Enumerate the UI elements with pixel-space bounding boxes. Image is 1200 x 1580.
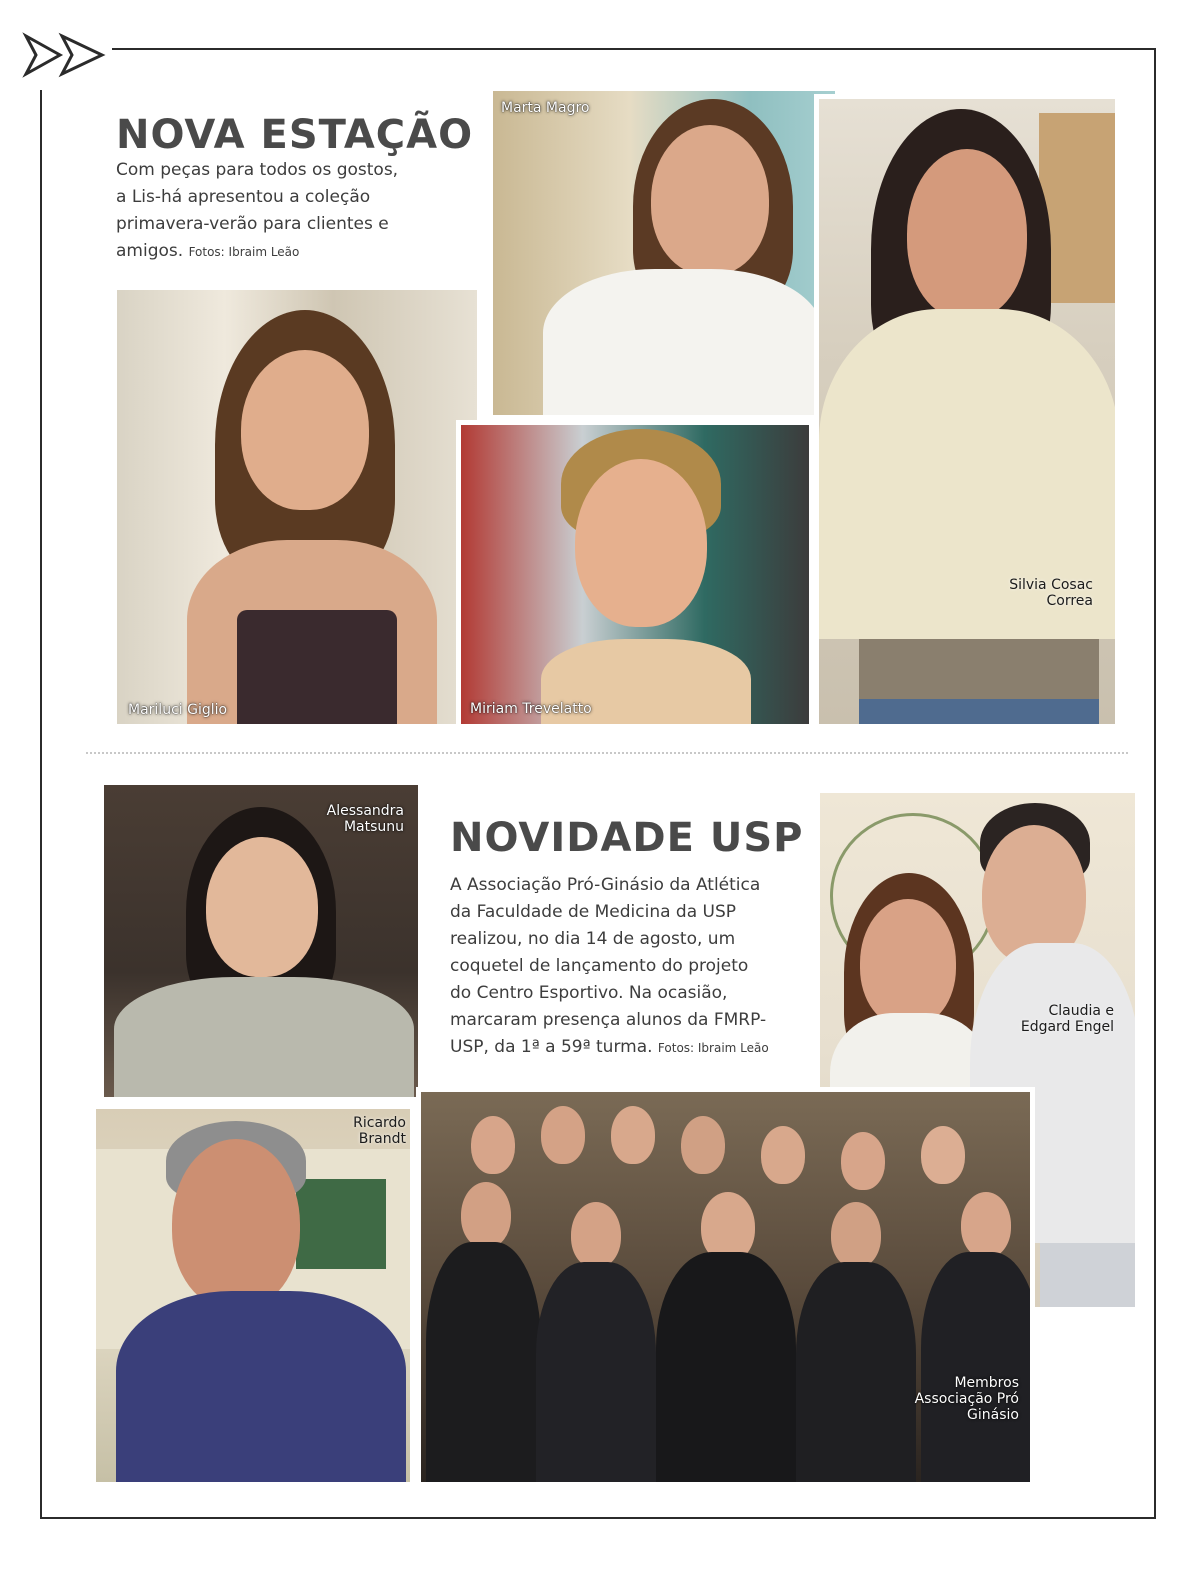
section2-text-line: marcaram presença alunos da FMRP- <box>450 1010 767 1030</box>
photo-caption-line: Correa <box>1046 593 1093 609</box>
photo-credit: Fotos: Ibraim Leão <box>657 1041 769 1055</box>
photo-silvia-cosac-correa <box>814 94 1120 729</box>
section1-title: NOVA ESTAÇÃO <box>116 112 474 158</box>
photo-credit: Fotos: Ibraim Leão <box>188 245 300 259</box>
section2-text-line: do Centro Esportivo. Na ocasião, <box>450 983 728 1003</box>
photo-caption-line: Matsunu <box>343 819 404 835</box>
photo-caption <box>1003 577 1093 609</box>
photo-caption-line: Alessandra <box>326 803 404 819</box>
photo-caption <box>1008 1003 1114 1035</box>
photo-caption-line: Silvia Cosac <box>1009 577 1093 593</box>
photo-ricardo-brandt <box>91 1104 415 1487</box>
frame-bottom-border <box>40 1517 1156 1519</box>
frame-top-border <box>112 48 1156 50</box>
photo-alessandra-matsunu <box>99 780 423 1102</box>
section-divider <box>86 752 1128 754</box>
section1-text-line: primavera-verão para clientes e <box>116 214 389 234</box>
photo-caption <box>316 1115 406 1147</box>
frame-left-border <box>40 90 42 1518</box>
person-figure <box>157 310 457 729</box>
section2-text-line: da Faculdade de Medicina da USP <box>450 902 737 922</box>
photo-marta-magro <box>488 86 840 420</box>
section2-text <box>450 872 790 1062</box>
photo-caption: Mariluci Giglio <box>128 702 228 718</box>
photo-miriam-trevelatto <box>456 420 814 729</box>
section2-text-line: A Associação Pró-Ginásio da Atlética <box>450 875 761 895</box>
photo-caption: Miriam Trevelatto <box>470 701 592 717</box>
photo-caption <box>899 1375 1019 1423</box>
photo-caption-line: Membros <box>954 1375 1019 1391</box>
double-chevron-right-icon <box>22 30 108 80</box>
photo-caption-line: Brandt <box>358 1131 406 1147</box>
section1-text-line: Com peças para todos os gostos, <box>116 160 399 180</box>
photo-caption-line: Ginásio <box>967 1407 1019 1423</box>
photo-caption <box>304 803 404 835</box>
person-figure <box>114 807 414 1102</box>
section2-text-line: coquetel de lançamento do projeto <box>450 956 749 976</box>
photo-caption: Marta Magro <box>501 100 590 116</box>
person-figure <box>819 99 1119 729</box>
section2-text-line: USP, da 1ª a 59ª turma. <box>450 1037 653 1057</box>
person-figure <box>531 429 781 729</box>
person-figure <box>116 1121 415 1487</box>
person-figure <box>523 99 823 420</box>
photo-mariluci-giglio <box>112 285 482 729</box>
section2-title: NOVIDADE USP <box>450 815 804 861</box>
photo-caption-line: Claudia e <box>1048 1003 1114 1019</box>
frame-right-border <box>1154 48 1156 1518</box>
photo-caption-line: Edgard Engel <box>1020 1019 1114 1035</box>
section1-text <box>116 157 476 266</box>
section1-text-line: amigos. <box>116 241 184 261</box>
group-front-row <box>421 1182 1035 1487</box>
section1-text-line: a Lis-há apresentou a coleção <box>116 187 371 207</box>
photo-caption-line: Associação Pró <box>914 1391 1019 1407</box>
photo-membros-associacao <box>416 1087 1035 1487</box>
section2-text-line: realizou, no dia 14 de agosto, um <box>450 929 736 949</box>
photo-caption-line: Ricardo <box>353 1115 406 1131</box>
